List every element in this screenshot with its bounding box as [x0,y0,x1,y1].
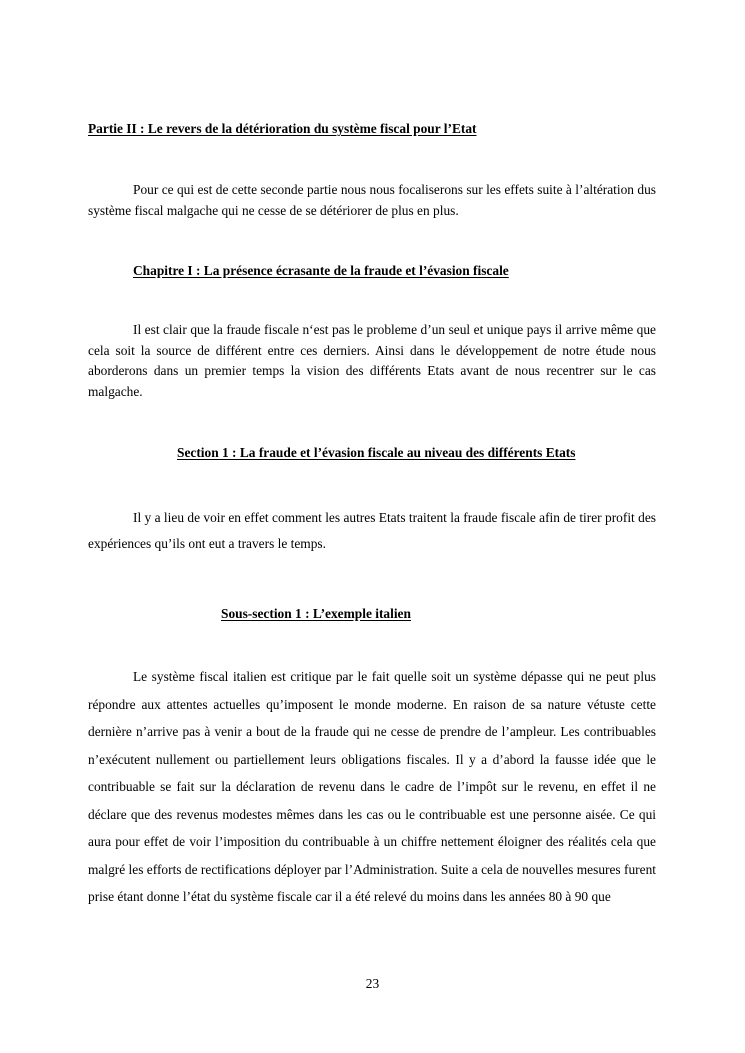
chapter-paragraph: Il est clair que la fraude fiscale n‘est pas le probleme d’un seul et unique pays il arrive même que cela soit la source de différent entre ces derniers. Ainsi dans le développement de notre étude nous aborderons dans un premier temps la vision des différents Etats avant de nous recentrer sur le cas malgache. [88,322,656,399]
intro-paragraph: Pour ce qui est de cette seconde partie nous nous focaliserons sur les effets suite à l’altération dus système fiscal malgache qui ne cesse de se détériorer de plus en plus. [88,182,656,218]
subsection-title: Sous-section 1 : L’exemple italien [221,606,411,621]
section-title: Section 1 : La fraude et l’évasion fiscale au niveau des différents Etats [177,445,576,460]
section-paragraph: Il y a lieu de voir en effet comment les autres Etats traitent la fraude fiscale afin de tirer profit des expériences qu’ils ont eut a travers le temps. [88,510,656,551]
subsection-paragraph: Le système fiscal italien est critique par le fait quelle soit un système dépasse qui ne peut plus répondre aux attentes actuelles qu’imposent le monde moderne. En raison de sa nature vétuste cette dernière n’arrive pas à venir a bout de la fraude qui ne cesse de prendre de l’ampleur. Les contribuables n’exécutent nullement ou partiellement leurs obligations fiscales. Il y a d’abord la fausse idée que le contribuable se fait sur la déclaration de revenu dans le cadre de l’impôt sur le revenu, en effet il ne déclare que des revenus modestes mêmes dans les cas ou le contribuable est une personne aisée. Ce qui aura pour effet de voir l’imposition du contribuable à un chiffre nettement éloigner des réalités cela que malgré les efforts de rectifications déployer par l’Administration. Suite a cela de nouvelles mesures furent prise étant donne l’état du système fiscale car il a été relevé du moins dans les années 80 à 90 que [88,669,656,904]
chapter-title: Chapitre I : La présence écrasante de la fraude et l’évasion fiscale [133,263,509,278]
part-title: Partie II : Le revers de la détérioration du système fiscal pour l’Etat [88,121,477,136]
page-number: 23 [365,976,380,991]
